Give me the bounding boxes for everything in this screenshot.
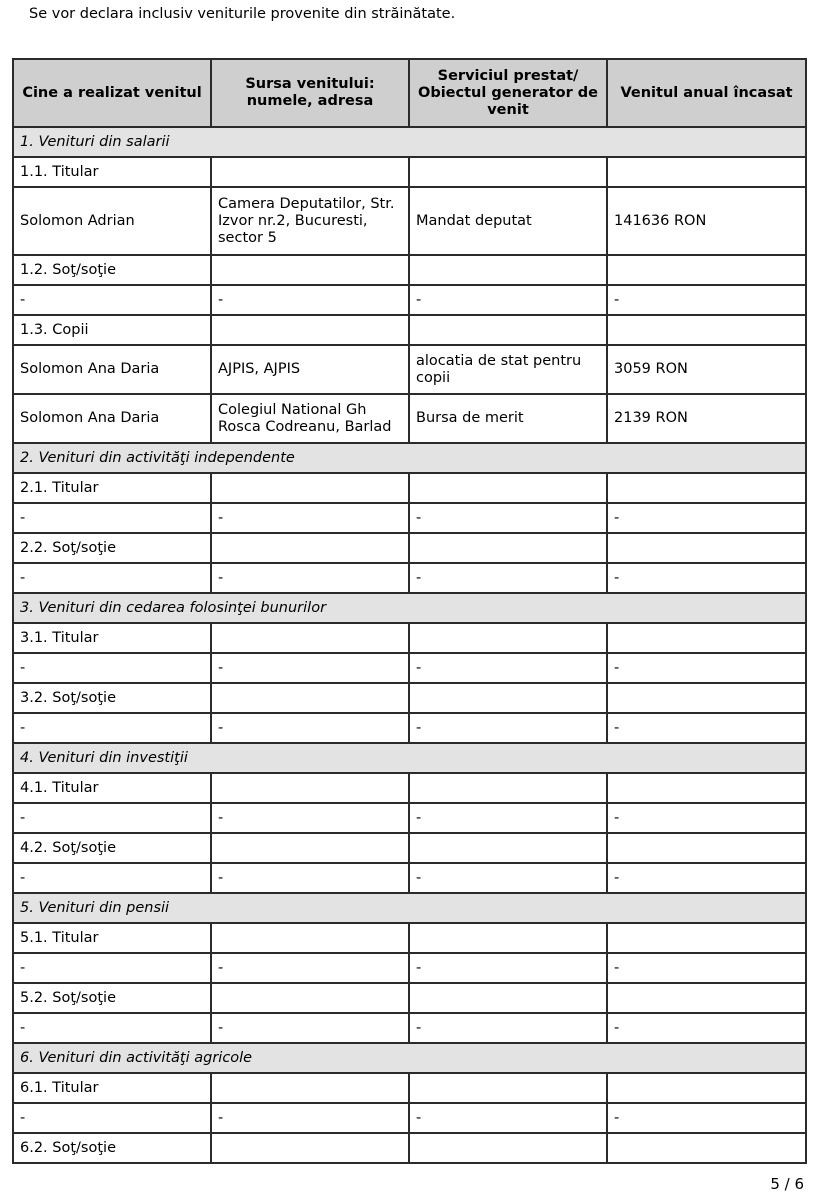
source-cell: - bbox=[211, 953, 409, 983]
header-source: Sursa venitului: numele, adresa bbox=[211, 59, 409, 127]
earner-cell: 4.1. Titular bbox=[13, 773, 211, 803]
source-cell bbox=[211, 833, 409, 863]
earner-cell: 4.2. Soţ/soţie bbox=[13, 833, 211, 863]
income-cell: - bbox=[607, 503, 806, 533]
income-cell: 141636 RON bbox=[607, 187, 806, 255]
service-cell bbox=[409, 1133, 607, 1163]
income-cell bbox=[607, 983, 806, 1013]
section-title: 3. Venituri din cedarea folosinţei bunurilor bbox=[13, 593, 806, 623]
table-header-row bbox=[13, 59, 806, 127]
income-cell: - bbox=[607, 803, 806, 833]
table-row bbox=[13, 923, 806, 953]
earner-cell: - bbox=[13, 1013, 211, 1043]
earner-cell: - bbox=[13, 863, 211, 893]
service-cell: - bbox=[409, 503, 607, 533]
service-cell bbox=[409, 773, 607, 803]
table-row bbox=[13, 563, 806, 593]
service-cell: - bbox=[409, 803, 607, 833]
section-title: 1. Venituri din salarii bbox=[13, 127, 806, 157]
service-cell: - bbox=[409, 1013, 607, 1043]
service-cell bbox=[409, 1073, 607, 1103]
section-row bbox=[13, 743, 806, 773]
source-cell bbox=[211, 533, 409, 563]
source-cell: - bbox=[211, 653, 409, 683]
income-cell: - bbox=[607, 953, 806, 983]
table-row bbox=[13, 623, 806, 653]
earner-cell: - bbox=[13, 1103, 211, 1133]
header-service: Serviciul prestat/ Obiectul generator de venit bbox=[409, 59, 607, 127]
earner-cell: 3.2. Soţ/soţie bbox=[13, 683, 211, 713]
earner-cell: 2.2. Soţ/soţie bbox=[13, 533, 211, 563]
source-cell bbox=[211, 473, 409, 503]
source-cell bbox=[211, 255, 409, 285]
table-row bbox=[13, 187, 806, 255]
source-cell bbox=[211, 157, 409, 187]
earner-cell: - bbox=[13, 953, 211, 983]
table-row bbox=[13, 773, 806, 803]
service-cell bbox=[409, 923, 607, 953]
table-row bbox=[13, 1103, 806, 1133]
service-cell bbox=[409, 623, 607, 653]
header-annual-income: Venitul anual încasat bbox=[607, 59, 806, 127]
earner-cell: 3.1. Titular bbox=[13, 623, 211, 653]
income-table bbox=[12, 58, 807, 1164]
earner-cell: Solomon Adrian bbox=[13, 187, 211, 255]
service-cell bbox=[409, 255, 607, 285]
table-row bbox=[13, 1133, 806, 1163]
earner-cell: 5.2. Soţ/soţie bbox=[13, 983, 211, 1013]
table-row bbox=[13, 285, 806, 315]
income-cell bbox=[607, 157, 806, 187]
table-row bbox=[13, 315, 806, 345]
source-cell: - bbox=[211, 285, 409, 315]
source-cell: - bbox=[211, 863, 409, 893]
service-cell bbox=[409, 533, 607, 563]
source-cell bbox=[211, 923, 409, 953]
table-row bbox=[13, 394, 806, 443]
earner-cell: - bbox=[13, 503, 211, 533]
income-table-body bbox=[13, 127, 806, 1163]
source-cell: Camera Deputatilor, Str. Izvor nr.2, Bucuresti, sector 5 bbox=[211, 187, 409, 255]
source-cell: - bbox=[211, 563, 409, 593]
earner-cell: 5.1. Titular bbox=[13, 923, 211, 953]
earner-cell: 1.2. Soţ/soţie bbox=[13, 255, 211, 285]
income-cell: 3059 RON bbox=[607, 345, 806, 394]
service-cell: - bbox=[409, 1103, 607, 1133]
earner-cell: - bbox=[13, 653, 211, 683]
table-row bbox=[13, 863, 806, 893]
section-title: 2. Venituri din activităţi independente bbox=[13, 443, 806, 473]
section-title: 5. Venituri din pensii bbox=[13, 893, 806, 923]
service-cell: Bursa de merit bbox=[409, 394, 607, 443]
table-row bbox=[13, 653, 806, 683]
table-row bbox=[13, 533, 806, 563]
service-cell: - bbox=[409, 563, 607, 593]
section-row bbox=[13, 893, 806, 923]
source-cell bbox=[211, 315, 409, 345]
source-cell: - bbox=[211, 713, 409, 743]
income-cell bbox=[607, 473, 806, 503]
source-cell bbox=[211, 983, 409, 1013]
income-cell bbox=[607, 773, 806, 803]
income-cell bbox=[607, 533, 806, 563]
table-row bbox=[13, 157, 806, 187]
income-cell bbox=[607, 1133, 806, 1163]
service-cell: alocatia de stat pentru copii bbox=[409, 345, 607, 394]
income-cell: - bbox=[607, 1103, 806, 1133]
source-cell: - bbox=[211, 1013, 409, 1043]
service-cell bbox=[409, 315, 607, 345]
income-cell bbox=[607, 923, 806, 953]
table-row bbox=[13, 833, 806, 863]
section-title: 6. Venituri din activităţi agricole bbox=[13, 1043, 806, 1073]
earner-cell: - bbox=[13, 563, 211, 593]
section-row bbox=[13, 443, 806, 473]
earner-cell: 6.2. Soţ/soţie bbox=[13, 1133, 211, 1163]
income-cell: - bbox=[607, 285, 806, 315]
service-cell: - bbox=[409, 653, 607, 683]
section-row bbox=[13, 1043, 806, 1073]
source-cell: AJPIS, AJPIS bbox=[211, 345, 409, 394]
income-cell: - bbox=[607, 863, 806, 893]
header-earner: Cine a realizat venitul bbox=[13, 59, 211, 127]
income-cell bbox=[607, 315, 806, 345]
income-cell bbox=[607, 623, 806, 653]
table-row bbox=[13, 713, 806, 743]
income-cell bbox=[607, 1073, 806, 1103]
service-cell: - bbox=[409, 953, 607, 983]
earner-cell: 1.3. Copii bbox=[13, 315, 211, 345]
table-row bbox=[13, 503, 806, 533]
section-row bbox=[13, 127, 806, 157]
earner-cell: Solomon Ana Daria bbox=[13, 394, 211, 443]
source-cell bbox=[211, 683, 409, 713]
earner-cell: 2.1. Titular bbox=[13, 473, 211, 503]
earner-cell: 1.1. Titular bbox=[13, 157, 211, 187]
income-cell: - bbox=[607, 563, 806, 593]
table-row bbox=[13, 983, 806, 1013]
service-cell bbox=[409, 473, 607, 503]
income-cell bbox=[607, 683, 806, 713]
table-row bbox=[13, 345, 806, 394]
earner-cell: - bbox=[13, 713, 211, 743]
income-cell: - bbox=[607, 713, 806, 743]
service-cell: - bbox=[409, 713, 607, 743]
source-cell bbox=[211, 773, 409, 803]
income-cell: - bbox=[607, 1013, 806, 1043]
table-row bbox=[13, 1073, 806, 1103]
source-cell: - bbox=[211, 503, 409, 533]
service-cell bbox=[409, 157, 607, 187]
table-row bbox=[13, 255, 806, 285]
table-row bbox=[13, 953, 806, 983]
service-cell: Mandat deputat bbox=[409, 187, 607, 255]
income-cell: - bbox=[607, 653, 806, 683]
intro-note: Se vor declara inclusiv veniturile provenite din străinătate. bbox=[29, 6, 456, 22]
earner-cell: - bbox=[13, 803, 211, 833]
source-cell bbox=[211, 1073, 409, 1103]
earner-cell: 6.1. Titular bbox=[13, 1073, 211, 1103]
service-cell bbox=[409, 983, 607, 1013]
earner-cell: - bbox=[13, 285, 211, 315]
section-row bbox=[13, 593, 806, 623]
source-cell: - bbox=[211, 1103, 409, 1133]
source-cell bbox=[211, 623, 409, 653]
table-row bbox=[13, 473, 806, 503]
source-cell: - bbox=[211, 803, 409, 833]
income-cell bbox=[607, 833, 806, 863]
source-cell bbox=[211, 1133, 409, 1163]
service-cell: - bbox=[409, 285, 607, 315]
service-cell bbox=[409, 683, 607, 713]
earner-cell: Solomon Ana Daria bbox=[13, 345, 211, 394]
table-row bbox=[13, 803, 806, 833]
service-cell: - bbox=[409, 863, 607, 893]
table-row bbox=[13, 683, 806, 713]
income-cell: 2139 RON bbox=[607, 394, 806, 443]
page-indicator: 5 / 6 bbox=[770, 1175, 804, 1193]
section-title: 4. Venituri din investiţii bbox=[13, 743, 806, 773]
table-row bbox=[13, 1013, 806, 1043]
income-cell bbox=[607, 255, 806, 285]
service-cell bbox=[409, 833, 607, 863]
source-cell: Colegiul National Gh Rosca Codreanu, Barlad bbox=[211, 394, 409, 443]
